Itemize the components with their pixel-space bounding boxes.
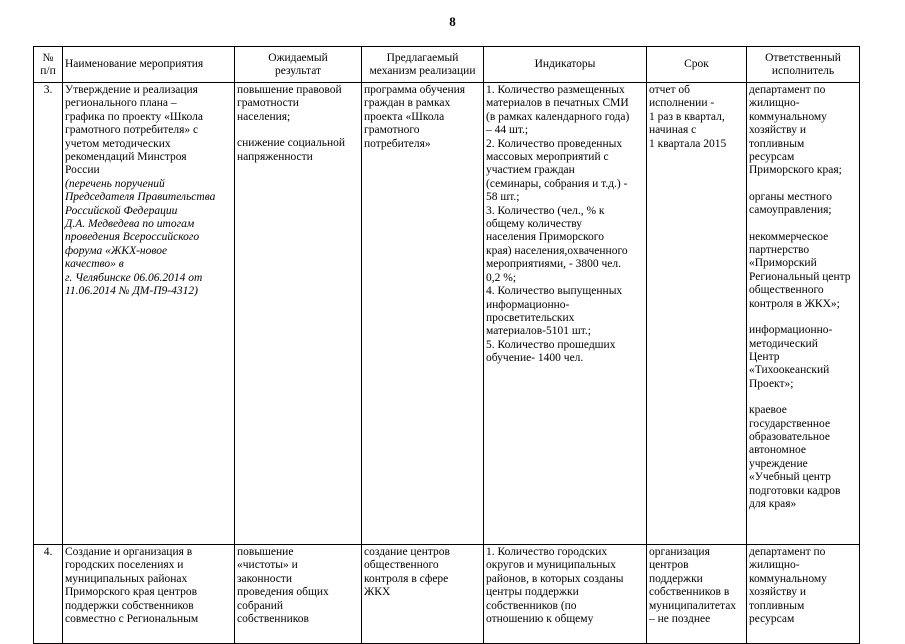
text-line: качество» в [65,258,124,271]
text-line: методический [749,337,818,350]
spacer [749,311,857,324]
spacer [237,124,359,137]
text-line: регионального плана – [65,97,177,110]
text-line: (перечень поручений [65,177,165,190]
text-line: собраний [237,599,284,612]
text-line: органы местного [749,190,832,203]
deadline [647,545,747,644]
header-row [34,47,860,83]
text-line: 2. Количество проведенных [486,137,623,150]
text-line: поддержки [649,572,703,585]
text-line: жилищно- [749,559,800,572]
text-line: грамотного потребителя» с [65,124,199,137]
text-line: края) населения,охваченного [486,244,628,257]
text-line: «Тихоокеанский [749,364,830,377]
text-line: краевое [749,404,787,417]
executor [747,545,860,644]
spacer [749,391,857,404]
text-line: ресурсам [749,613,795,626]
text-line: 0,2 %; [486,271,517,284]
text-line: Председателя Правительства [65,191,216,204]
text-line: граждан в рамках [364,97,451,110]
spacer [749,178,857,191]
text-line: исполнитель [771,64,835,77]
text-line: повышение правовой [237,84,342,96]
text-line: законности [237,572,293,585]
text-line: участием граждан [486,164,575,177]
text-line: населения Приморского [486,231,604,244]
text-line: топливным [749,599,805,612]
text-line: снижение социальной [237,137,346,150]
text-line: России [65,164,100,177]
indicators [484,83,647,545]
text-line: проведения общих [237,586,329,599]
text-line: 1. Количество городских [486,546,608,558]
text-line: самоуправления; [749,204,832,217]
text-line: коммунальному [749,572,827,585]
text-line: собственников в [649,586,730,599]
executor [747,83,860,545]
expected-result [235,545,362,644]
text-line: Срок [684,58,709,70]
text-line: округов и муниципальных [486,559,616,572]
text-line: поддержки собственников [65,599,194,612]
text-line: Предлагаемый [386,51,459,64]
text-line: Приморского края центров [65,586,198,599]
text-line: повышение [237,546,294,558]
text-line: «Приморский [749,257,817,270]
text-line: Наименование мероприятия [65,58,204,70]
text-line: 58 шт.; [486,191,520,204]
text-line: «Учебный центр [749,471,831,484]
text-line: собственников [237,613,309,626]
header-executor [747,47,860,83]
text-line: п/п [40,64,56,77]
text-line: 5. Количество прошедших [486,338,616,351]
text-line: 11.06.2014 № ДМ-П9-4312) [65,285,198,298]
text-line: обучение- 1400 чел. [486,352,584,365]
text-line: проекта «Школа [364,110,445,123]
text-line: совместно с Региональным [65,613,199,626]
activity-note [65,178,232,299]
text-line: учетом методических [65,137,171,150]
text-line: 1. Количество размещенных [486,84,625,96]
text-line: информационно- [749,324,833,337]
text-line: № [42,51,54,64]
text-line: Региональный центр [749,270,851,283]
text-line: «чистоты» и [237,559,298,572]
text-line: потребителя» [364,137,431,150]
activity-name-cell [63,83,235,545]
text-line: Д.А. Медведева по итогам [65,218,195,231]
text-line: 3. Количество (чел., % к [486,204,605,217]
mechanism [362,83,484,545]
text-line: Ожидаемый [268,51,328,64]
text-line: создание центров [364,546,450,558]
text-line: (в рамках календарного года) [486,110,630,123]
table-row [34,545,860,644]
text-line: материалов-5101 шт.; [486,325,591,338]
text-line: рекомендаций Минстроя [65,151,187,164]
text-line: муниципальных районах [65,572,188,585]
text-line: результат [274,64,322,77]
text-line: хозяйству и [749,124,806,137]
text-line: мероприятиями, - 3800 чел. [486,258,621,271]
text-line: ресурсам [749,151,795,164]
text-line: общественного [364,559,439,572]
text-line: государственное [749,417,831,430]
text-line: партнерство [749,244,810,257]
table-row [34,83,860,545]
text-line: населения; [237,110,291,123]
header-result [235,47,362,83]
text-line: Создание и организация в [65,546,193,558]
text-line: 1 раз в квартал, [649,110,725,123]
spacer [749,218,857,231]
text-line: общему количеству [486,218,583,231]
text-line: Ответственный [765,51,841,64]
text-line: жилищно- [749,97,800,110]
text-line: муниципалитетах [649,599,737,612]
text-line: отношению к общему [486,613,594,626]
text-line: департамент по [749,84,826,96]
mechanism [362,545,484,644]
text-line: общественного [749,284,824,297]
text-line: подготовки кадров [749,484,841,497]
text-line: информационно- [486,298,570,311]
text-line: ЖКХ [364,586,391,599]
text-line: форума «ЖКХ-новое [65,244,168,257]
text-line: топливным [749,137,805,150]
text-line: Проект»; [749,377,794,390]
text-line: массовых мероприятий с [486,151,609,164]
text-line: районов, в которых созданы [486,572,624,585]
text-line: Приморского края; [749,164,842,177]
text-line: Центр [749,350,780,363]
text-line: контроля в ЖКХ»; [749,297,840,310]
text-line: материалов в печатных СМИ [486,97,629,110]
text-line: собственников (по [486,599,577,612]
text-line: 4. Количество выпущенных [486,285,623,298]
indicators [484,545,647,644]
text-line: проведения Всероссийского [65,231,200,244]
text-line: грамотности [237,97,299,110]
text-line: автономное [749,444,806,457]
text-line: организация [649,546,710,558]
page-number: 8 [449,14,456,29]
text-line: начиная с [649,124,697,137]
text-line: для края» [749,497,797,510]
text-line: Индикаторы [534,58,596,70]
text-line: напряженности [237,150,313,163]
text-line: программа обучения [364,84,466,96]
text-line: механизм реализации [369,64,476,77]
text-line: образовательное [749,430,831,443]
header-deadline [647,47,747,83]
text-line: просветительских [486,311,575,324]
text-line: – 44 шт.; [486,124,529,137]
header-mechanism [362,47,484,83]
text-line: (семинары, собрания и т.д.) - [486,177,628,190]
header-indicators [484,47,647,83]
text-line: г. Челябинске 06.06.2014 от [65,271,203,284]
text-line: Российской Федерации [65,204,178,217]
text-line: некоммерческое [749,230,829,243]
deadline [647,83,747,545]
row-number: 4. [34,545,63,644]
text-line: городских поселениях и [65,559,184,572]
text-line: департамент по [749,546,826,558]
expected-result [235,83,362,545]
header-name [63,47,235,83]
text-line: исполнении - [649,97,715,110]
text-line: коммунальному [749,110,827,123]
text-line: контроля в сфере [364,572,449,585]
activity-name [63,545,235,644]
header-num [34,47,63,83]
text-line: – не позднее [649,613,711,626]
row-number: 3. [34,83,63,545]
text-line: грамотного [364,124,420,137]
text-line: отчет об [649,84,691,96]
text-line: центры поддержки [486,586,579,599]
text-line: хозяйству и [749,586,806,599]
activity-name [65,84,232,178]
text-line: центров [649,559,689,572]
text-line: графика по проекту «Школа [65,110,203,123]
text-line: Утверждение и реализация [65,84,198,96]
text-line: учреждение [749,457,808,470]
activities-table [33,46,860,644]
text-line: 1 квартала 2015 [649,137,727,150]
